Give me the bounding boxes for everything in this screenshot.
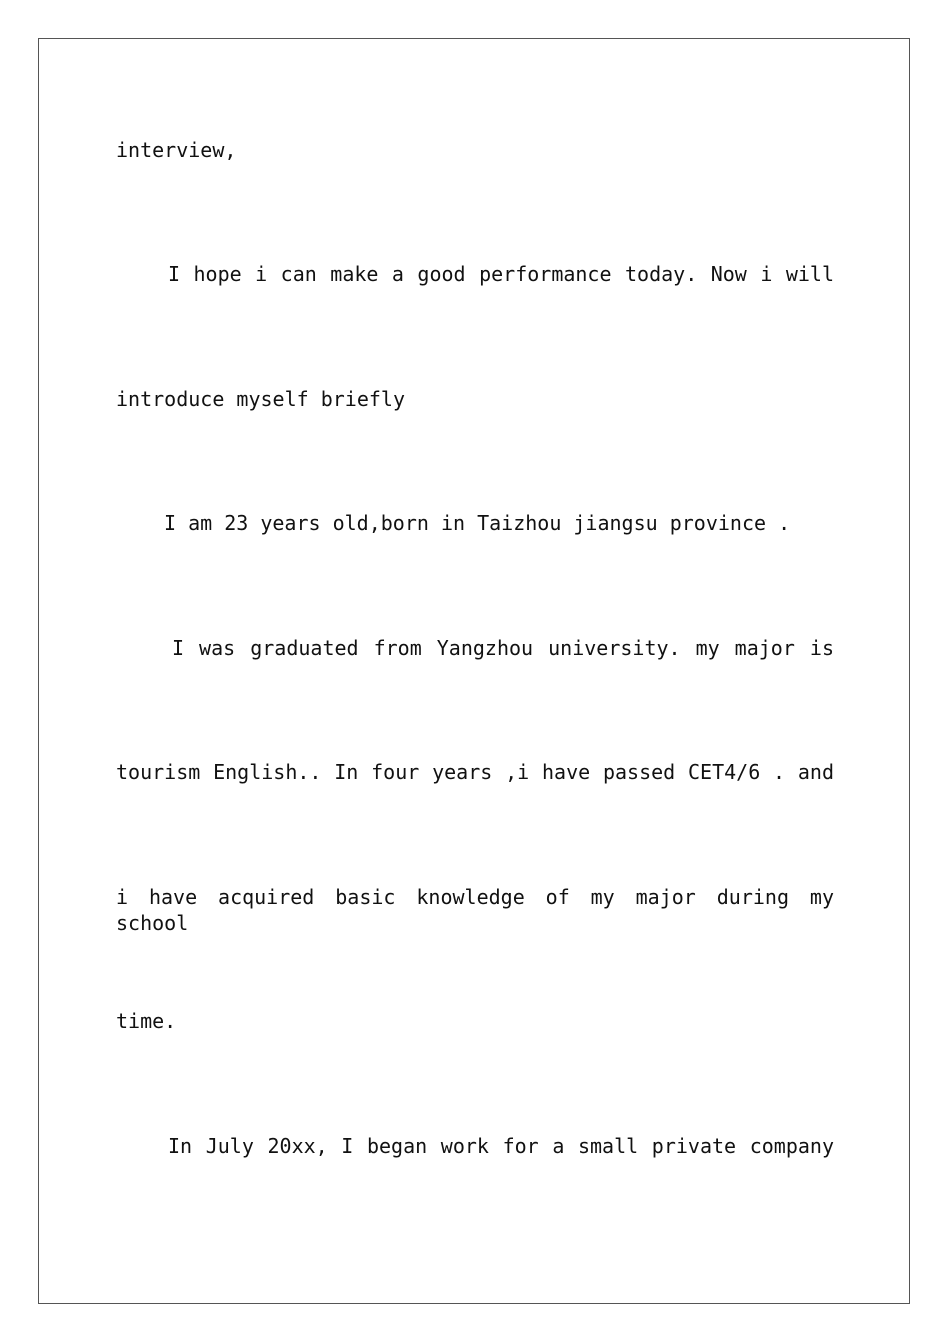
text-line: time.	[116, 1009, 177, 1033]
text-line: interview,	[116, 138, 237, 162]
text-line: introduce myself briefly	[116, 387, 405, 411]
text-line: I was graduated from Yangzhou university. my major is	[172, 636, 834, 660]
text-line: I am 23 years old,born in Taizhou jiangsu province .	[164, 511, 791, 535]
text-line: i have acquired basic knowledge of my major during my school	[116, 885, 834, 935]
text-line: In July 20xx, I began work for a small private company	[168, 1134, 834, 1158]
page-border	[38, 38, 910, 1304]
text-line: I hope i can make a good performance today. Now i will	[168, 262, 834, 286]
text-line: tourism English.. In four years ,i have passed CET4/6 . and	[116, 760, 834, 784]
